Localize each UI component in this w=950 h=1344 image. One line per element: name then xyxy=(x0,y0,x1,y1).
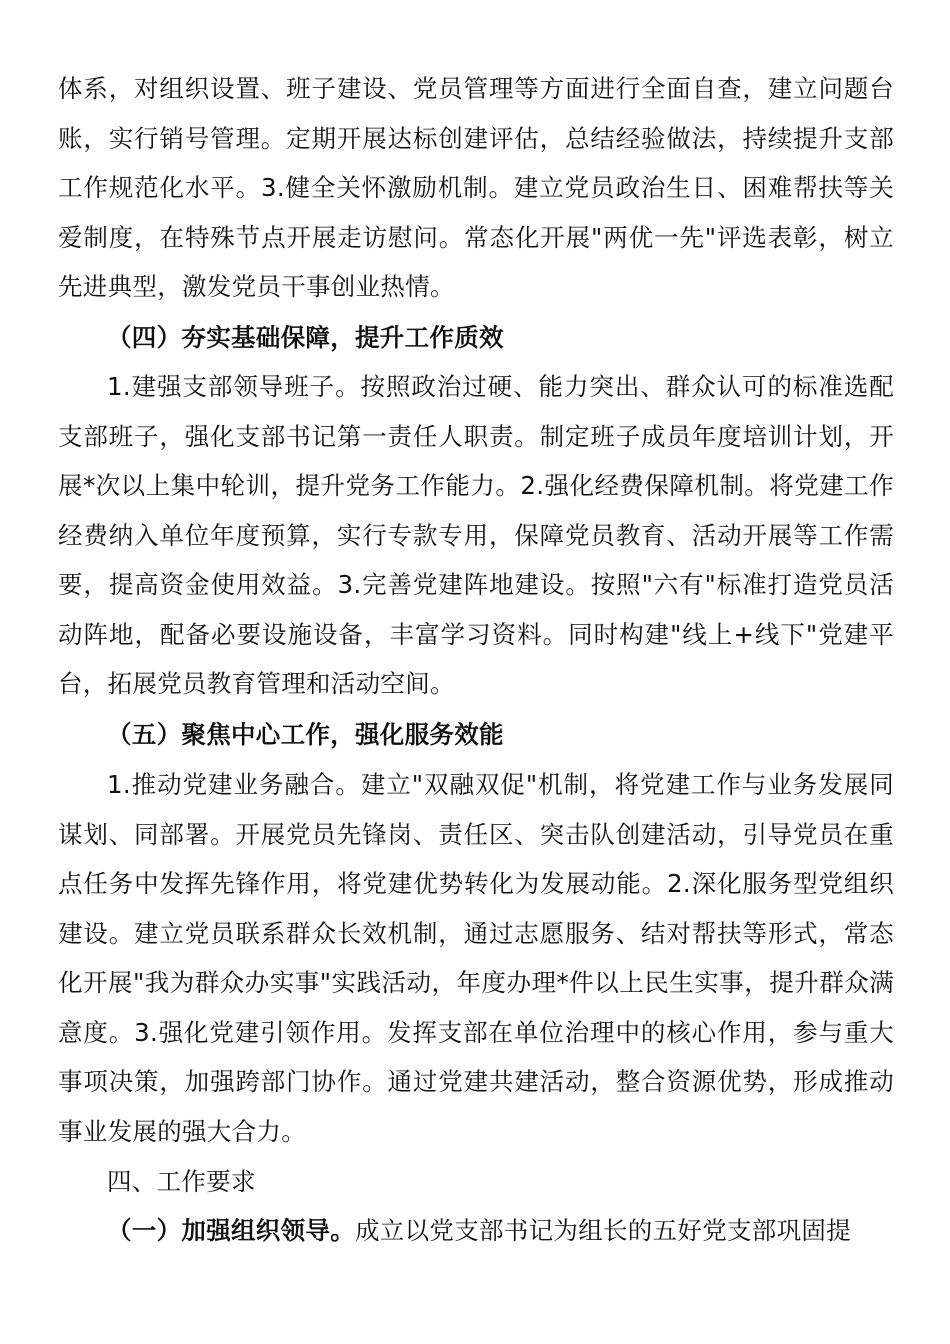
requirement-1-text: 成立以党支部书记为组长的五好党支部巩固提 xyxy=(355,1216,851,1245)
paragraph-section-4-body: 1.建强支部领导班子。按照政治过硬、能力突出、群众认可的标准选配支部班子，强化支部书记第一责任人职责。制定班子成员年度培训计划，开展*次以上集中轮训，提升党务工作能力。2.强化经费保障机制。将党建工作经费纳入单位年度预算，实行专款专用，保障党员教育、活动开展等工作需要，提高资金使用效益。3.完善党建阵地建设。按照"六有"标准打造党员活动阵地，配备必要设施设备，丰富学习资料。同时构建"线上+线下"党建平台，拓展党员教育管理和活动空间。 xyxy=(58,372,894,698)
paragraph-requirement-1 xyxy=(58,1206,894,1256)
paragraph-section-5-body: 1.推动党建业务融合。建立"双融双促"机制，将党建工作与业务发展同谋划、同部署。开展党员先锋岗、责任区、突击队创建活动，引导党员在重点任务中发挥先锋作用，将党建优势转化为发展动能。2.深化服务型党组织建设。建立党员联系群众长效机制，通过志愿服务、结对帮扶等形式，常态化开展"我为群众办实事"实践活动，年度办理*件以上民生实事，提升群众满意度。3.强化党建引领作用。发挥支部在单位治理中的核心作用，参与重大事项决策，加强跨部门协作。通过党建共建活动，整合资源优势，形成推动事业发展的强大合力。 xyxy=(58,770,894,1146)
paragraph-continuation: 体系，对组织设置、班子建设、党员管理等方面进行全面自查，建立问题台账，实行销号管理。定期开展达标创建评估，总结经验做法，持续提升支部工作规范化水平。3.健全关怀激励机制。建立党员政治生日、困难帮扶等关爱制度，在特殊节点开展走访慰问。常态化开展"两优一先"评选表彰，树立先进典型，激发党员干事创业热情。 xyxy=(58,74,894,301)
section-title-work-requirements: 四、工作要求 xyxy=(107,1167,256,1196)
requirement-1-title: （一）加强组织领导。 xyxy=(107,1216,355,1245)
heading-section-4: （四）夯实基础保障，提升工作质效 xyxy=(107,323,504,352)
heading-section-5: （五）聚焦中心工作，强化服务效能 xyxy=(107,720,504,749)
